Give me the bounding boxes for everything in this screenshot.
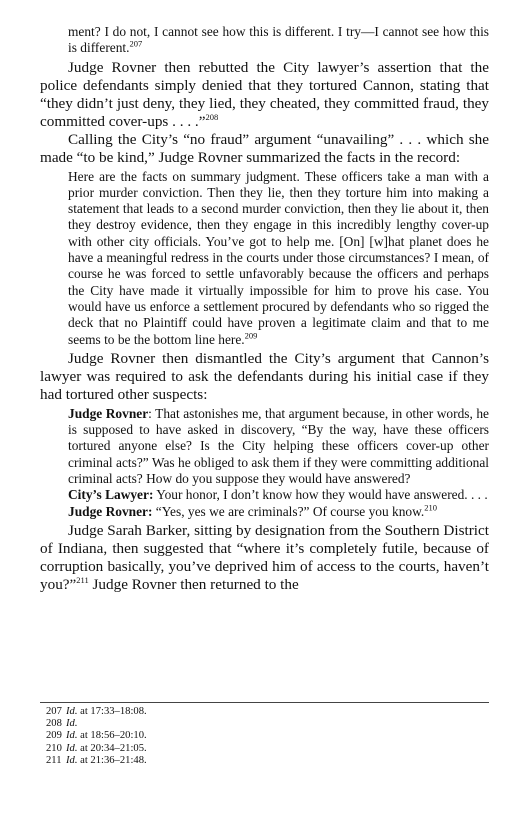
paragraph-text: Judge Rovner then dismantled the City’s argument that Cannon’s lawyer was required to ask the defendants during his initial case if they had tortured other suspects: — [40, 349, 489, 403]
footnote-text: at 20:34–21:05. — [77, 742, 147, 754]
dialogue-text: Your honor, I don’t know how they would have answered. . . . — [153, 487, 488, 503]
dialogue-block — [68, 406, 489, 520]
footnote-id: Id. — [66, 718, 78, 730]
body-paragraph — [40, 131, 489, 167]
footnote-text: at 18:56–20:10. — [77, 730, 147, 742]
footnote-ref[interactable]: 207 — [129, 38, 143, 49]
footnote-ref[interactable]: 209 — [244, 330, 258, 341]
dialogue-text: “Yes, yes we are criminals?” Of course you know. — [152, 503, 425, 519]
speaker-sep: : — [148, 405, 152, 421]
footnote-ref[interactable]: 211 — [76, 574, 89, 585]
footnote-id: Id. — [66, 754, 78, 766]
paragraph-text: Judge Sarah Barker, sitting by designation from the Southern District of Indiana, then suggested that “where it’s completely futile, because of corruption basically, you’ve deprived him of access to the courts, haven’t you?” — [40, 521, 489, 593]
footnote-number: 211 — [46, 754, 62, 766]
speaker-name: City’s Lawyer: — [68, 487, 154, 503]
footnote-number: 210 — [46, 742, 62, 754]
footnote-id: Id. — [66, 742, 78, 754]
paragraph-text: Judge Rovner then rebutted the City lawyer’s assertion that the police defendants simply denied that they tortured Cannon, stating that “they didn’t just deny, they lied, they cheated, they committed fraud, they committed cover-ups . . . .” — [40, 58, 489, 130]
speaker-name: Judge Rovner — [68, 405, 149, 421]
speaker-name: Judge Rovner: — [68, 503, 153, 519]
quote-paragraph — [68, 24, 489, 57]
body-paragraph — [40, 350, 489, 404]
paragraph-text-tail: Judge Rovner then returned to the — [88, 575, 299, 593]
dialogue-line — [68, 406, 489, 487]
dialogue-line — [68, 504, 489, 520]
footnote — [46, 730, 489, 742]
page-body — [40, 24, 489, 594]
dialogue-text: That astonishes me, that argument because, in other words, he is supposed to have asked in discovery, “By the way, have these officers tortured anyone else? Is the City helping these officers cover-up other criminal acts?” Was he obliged to ask them if they were committing additional criminal acts? How do you suppose they would have answered? — [68, 405, 489, 487]
footnote-id: Id. — [66, 706, 78, 717]
footnote-number: 207 — [46, 706, 62, 717]
footnote-number: 208 — [46, 718, 62, 730]
footnote — [46, 743, 489, 755]
footnote — [46, 706, 489, 718]
footnote-ref[interactable]: 210 — [424, 502, 438, 513]
footnote-text: at 21:36–21:48. — [77, 754, 147, 766]
quote-paragraph — [68, 169, 489, 348]
footnote-ref[interactable]: 208 — [205, 111, 219, 122]
block-quote-continued — [68, 24, 489, 57]
footnotes — [40, 702, 489, 767]
body-paragraph — [40, 59, 489, 131]
footnote — [46, 755, 489, 767]
body-paragraph — [40, 522, 489, 594]
footnote-id: Id. — [66, 730, 78, 742]
footnote-text: at 17:33–18:08. — [77, 706, 147, 717]
quote-text: Here are the facts on summary judgment. These officers take a man with a prior murder conviction. Then they lie, then they torture him into making a statement that leads to a second murder conviction, then they lie about it, then they destroy evidence, then they engage in this incredibly lengthy cover-up with other city officials. You’ve got to help me. [On] [w]hat planet does he have a meaningful redress in the courts under those circumstances? I mean, of course he was forced to settle unfavorably because the officers and perhaps the City have made it virtually impossible for him to prove his case. You would have us enforce a settlement procured by defendants who so rigged the deck that no Plaintiff could have proven a legitimate claim and that to me seems to be the bottom line here. — [68, 168, 489, 347]
paragraph-text: Calling the City’s “no fraud” argument “unavailing” . . . which she made “to be kind,” Judge Rovner summarized the facts in the record: — [40, 130, 489, 166]
footnote — [46, 718, 489, 730]
quote-text: ment? I do not, I cannot see how this is different. I try—I cannot see how this is different. — [68, 24, 489, 56]
block-quote — [68, 169, 489, 348]
footnote-number: 209 — [46, 730, 62, 742]
